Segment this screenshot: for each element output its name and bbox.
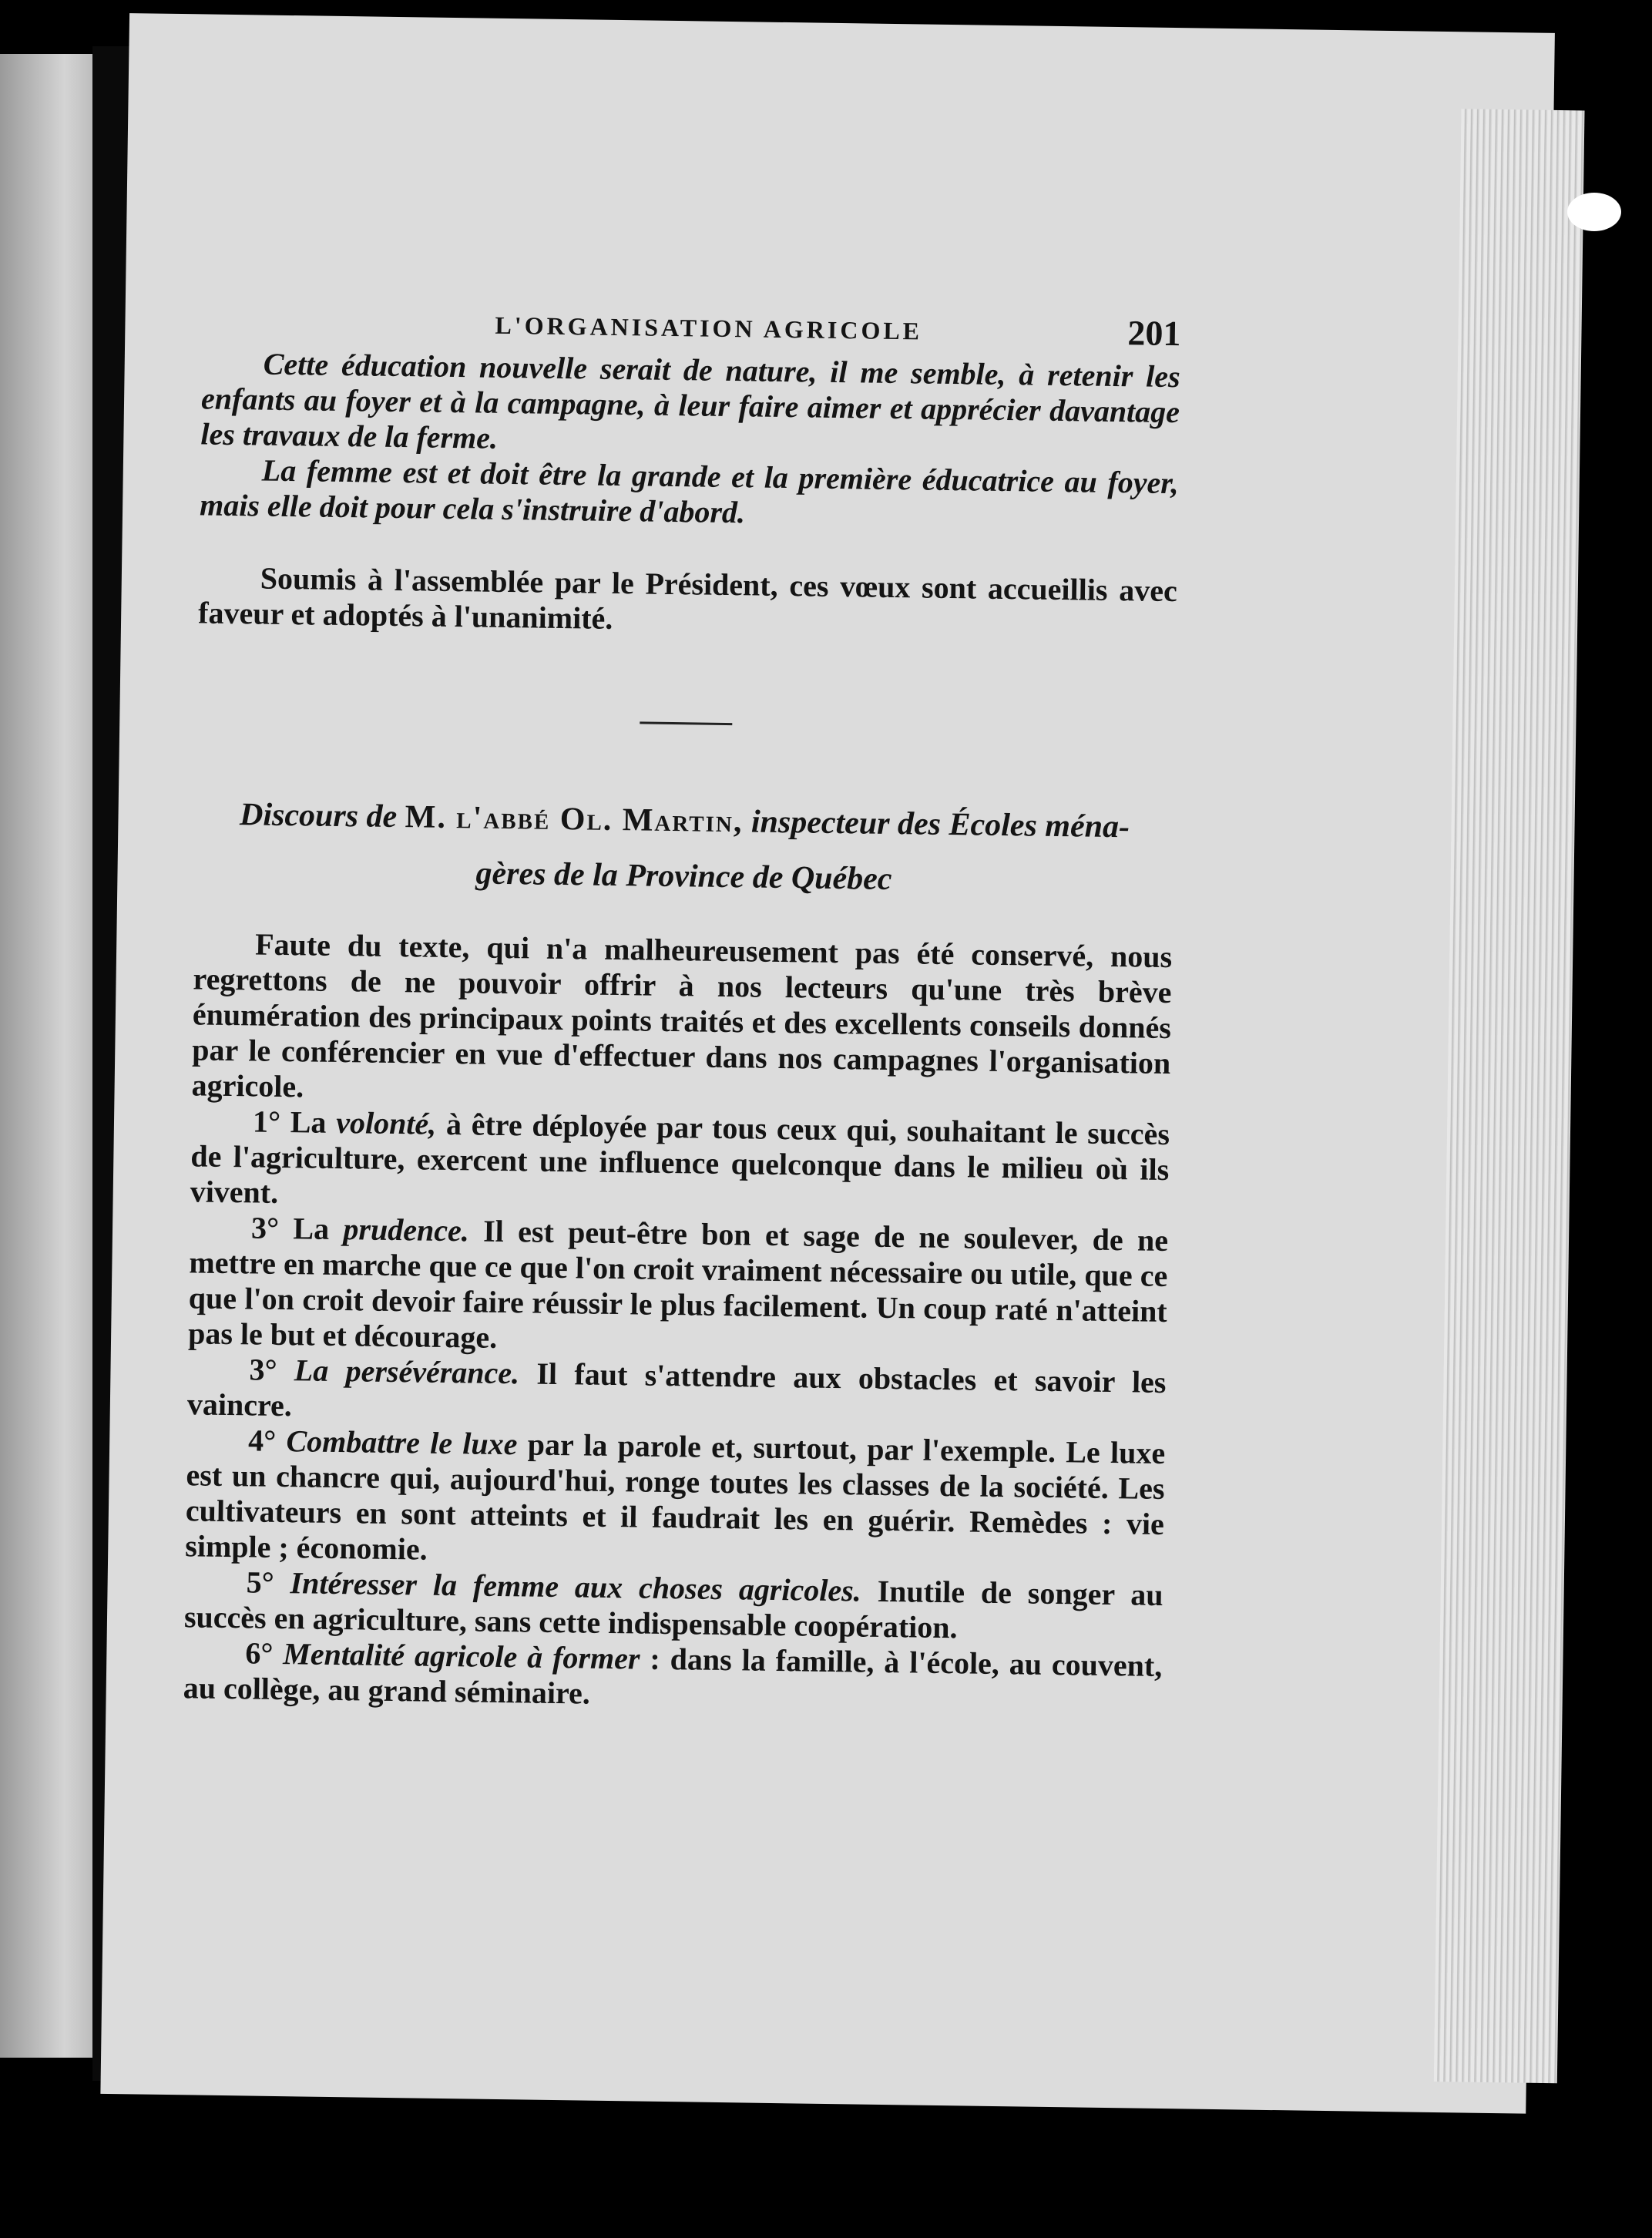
point-item [183,1635,1162,1719]
point-text: Inutile de songer au succès en agriculture, sans cette indispensable coopération. [183,1573,1163,1645]
book-page [100,13,1555,2114]
paragraph-intro: Faute du texte, qui n'a malheureusement pas été conservé, nous regrettons de ne pouvoir offrir à nos lecteurs qu'une très brève énumération des principaux points traités et des excellents conseils donnés par le conférencier en vue d'effectuer dans nos campagnes l'organisation agricole. [191,926,1173,1104]
point-text: par la parole et, surtout, par l'exemple. Le luxe est un chancre qui, aujourd'hui, ronge toutes les classes de la société. Les cultivateurs en sont atteints et il faudrait les en guérir. Remèdes : vie simple ; économie. [185,1426,1166,1567]
point-number: 3° [250,1210,280,1245]
paragraph-femme: La femme est et doit être la grande et la première éducatrice au foyer, mais elle doit pour cela s'instruire d'abord. [199,452,1180,530]
point-lead: La [293,1211,330,1246]
point-emphasis: volonté, [335,1104,437,1141]
point-item [184,1564,1163,1648]
page-edge-stack [1434,109,1585,2083]
point-item [187,1351,1167,1436]
heading-speaker-name: M. l'abbé Ol. Martin, [405,799,744,840]
paragraph-resolution: Soumis à l'assemblée par le Président, ces vœux sont accueillis avec faveur et adoptés à l'unanimité. [197,560,1178,636]
running-title: L'ORGANISATION AGRICOLE [495,311,923,345]
point-emphasis: Combattre le luxe [286,1423,518,1462]
point-emphasis: La persévérance. [294,1353,520,1391]
point-text: à être déployée par tous ceux qui, souhaitant le succès de l'agriculture, exercent une influence quelconque dans le milieu où ils vivent. [190,1106,1170,1210]
point-number: 4° [247,1423,277,1458]
point-number: 3° [249,1352,277,1387]
point-number: 5° [246,1564,274,1600]
point-number: 1° [252,1104,281,1139]
page-number: 201 [1127,313,1181,354]
point-emphasis: prudence. [343,1211,470,1248]
point-lead: La [290,1104,327,1140]
point-emphasis: Mentalité agricole à former [283,1636,640,1676]
heading-title-line2: gères de la Province de Québec [475,855,892,898]
point-text: Il faut s'attendre aux obstacles et savoir les vaincre. [186,1356,1167,1423]
paragraph-education: Cette éducation nouvelle serait de nature, il me semble, à retenir les enfants au foyer et à la campagne, à leur faire aimer et apprécier davantage les travaux de la ferme. [200,346,1180,455]
heading-prefix: Discours de [239,797,398,835]
point-text: Il est peut-être bon et sage de ne soulever, de ne mettre en marche que ce que l'on croit vraiment nécessaire ou utile, que ce que l'on croit devoir faire réussir le plus facilement. Un coup raté n'atteint pas le but et décourage. [187,1213,1169,1355]
scan-artifact [1567,193,1621,231]
point-number: 6° [245,1635,274,1671]
point-item [185,1422,1165,1578]
point-text: : dans la famille, à l'école, au couvent, au collège, au grand séminaire. [183,1641,1163,1711]
section-divider [640,721,732,725]
left-page-edge [0,54,92,2058]
heading-title-line1: inspecteur des Écoles ména- [750,804,1130,845]
point-item [188,1209,1168,1365]
page-content [183,299,1180,1719]
section-heading [194,795,1174,902]
point-emphasis: Intéresser la femme aux choses agricoles. [290,1565,862,1608]
point-item [190,1103,1170,1223]
